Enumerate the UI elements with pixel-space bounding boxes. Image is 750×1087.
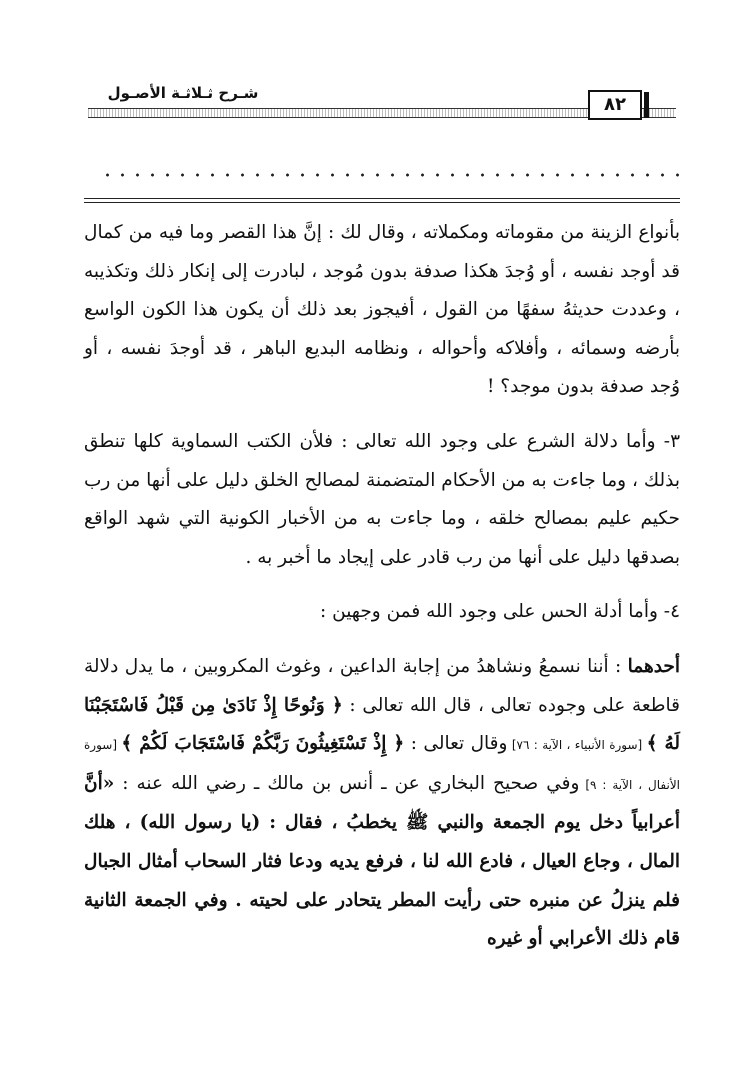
text-segment-3: وفي صحيح البخاري عن ـ أنس بن مالك ـ رضي الله عنه : [114,772,580,794]
body-text [84,214,680,975]
paragraph-2 [84,423,680,577]
hadith-text: «أنَّ أعرابياً دخل يوم الجمعة والنبي ﷺ يخطبُ ، فقال : (يا رسول الله) ، هلك المال ، وجاع العيال ، فادع الله لنا ، فرفع يديه ودعا فثار السحاب أمثال الجبال فلم ينزلُ عن منبره حتى رأيت المطر يتحادر على لحيته . وفي الجمعة الثانية قام ذلك الأعرابي أو غيره [84,772,680,950]
verse-reference-1: [سورة الأنبياء ، الآية : ٧٦] [507,738,647,753]
page-number-rule [644,92,649,118]
paragraph-1-text: بأنواع الزينة من مقوماته ومكملاته ، وقال لك : إنَّ هذا القصر وما فيه من كمال قد أوجد نفسه ، أو وُجدَ هكذا صدفة بدون مُوجد ، لبادرت إلى إنكار ذلك وتكذيبه ، وعددت حديثهُ سفهًا من القول ، أفيجوز بعد ذلك أن يكون هذا الكون الواسع بأرضه وسمائه ، وأفلاكه وأحواله ، ونظامه البديع الباهر ، قد أوجدَ نفسه ، أو وُجد صدفة بدون موجد؟ ! [84,222,680,398]
quran-verse-1: ﴿ وَنُوحًا إِذْ نَادَىٰ مِن قَبْلُ فَاسْتَجَبْنَا لَهُ ﴾ [84,694,681,755]
paragraph-1 [84,214,680,407]
dotted-separator [100,168,680,182]
paragraph-3 [84,593,680,632]
separator-rule-top [84,198,680,199]
separator-rule-bottom [84,202,680,203]
quran-verse-2: ﴿ إِذْ تَسْتَغِيثُونَ رَبَّكُمْ فَاسْتَجَابَ لَكُمْ ﴾ [121,733,405,755]
paragraph-4-text [84,648,680,959]
paragraph-2-text: ٣- وأما دلالة الشرع على وجود الله تعالى : فلأن الكتب السماوية كلها تنطق بذلك ، وما جاءت به من الأحكام المتضمنة لمصالح الخلق دليل على أنها من رب حكيم عليم بمصالح خلقه ، وما جاءت به من الأخبار الكونية التي شهد الواقع بصدقها دليل على أنها من رب قادر على إيجاد ما أخبر به . [84,430,680,568]
paragraph-4 [84,648,680,959]
running-header [88,84,676,124]
text-segment-2: وقال تعالى : [404,733,508,755]
book-title: شـرح ثـلاثـة الأصـول [107,84,259,102]
text-segment-1: : أننا نسمعُ ونشاهدُ من إجابة الداعين ، وغوث المكروبين ، ما يدل دلالة قاطعة على وجوده تعالى ، قال الله تعالى : [84,655,680,716]
lead-word: أحدهما [627,655,680,677]
paragraph-3-text: ٤- وأما أدلة الحس على وجود الله فمن وجهين : [320,601,680,623]
page-number: ٨٢ [588,90,642,120]
verse-reference-2: [سورة الأنفال ، الآية : ٩] [84,738,680,792]
